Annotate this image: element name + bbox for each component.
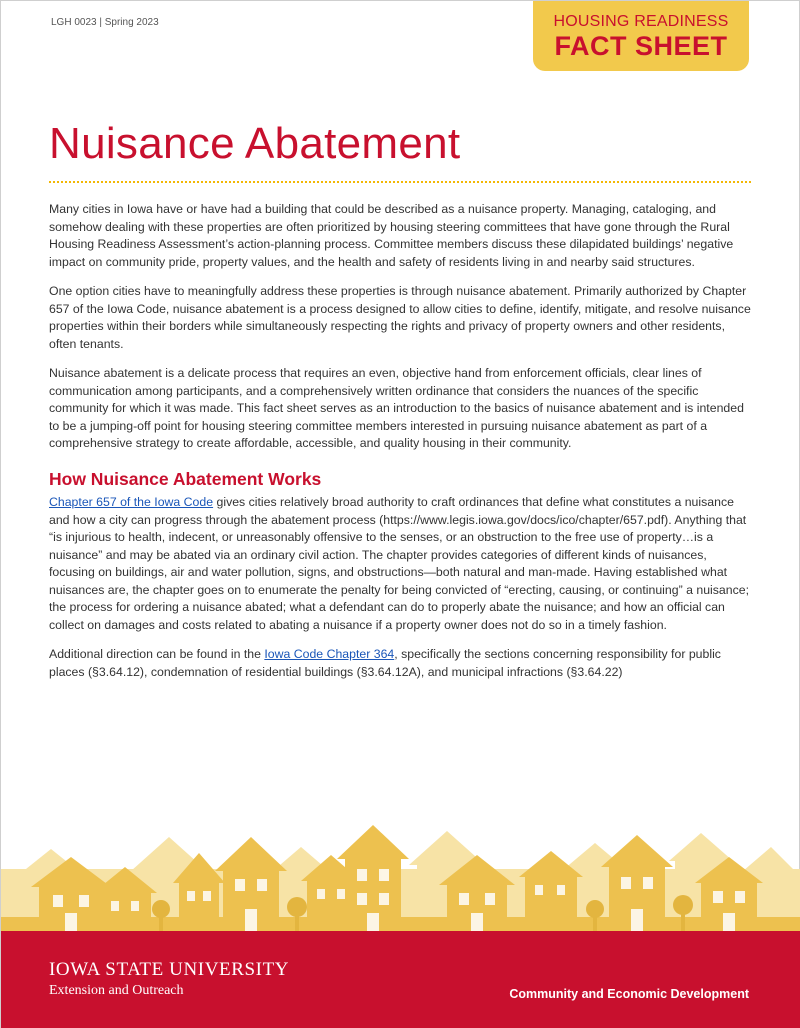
document-id: LGH 0023 | Spring 2023	[51, 17, 159, 28]
footer-band	[1, 931, 800, 1028]
section-paragraph-2	[49, 646, 755, 681]
program-name: Community and Economic Development	[509, 987, 749, 1001]
extension-wordmark: Extension and Outreach	[49, 983, 184, 998]
page-title: Nuisance Abatement	[49, 119, 461, 168]
house-skyline-illustration	[1, 821, 800, 931]
intro-paragraph-3: Nuisance abatement is a delicate process that requires an even, objective hand from enforcement officials, clear lines of communication among participants, and a comprehensively written ordinance that considers the nuances of the specific community for which it was made. This fact sheet serves as an introduction to the basics of nuisance abatement and is intended to be a jumping-off point for housing steering committee members interested in pursuing nuisance abatement as part of a comprehensive strategy to create affordable, accessible, and quality housing in their community.	[49, 366, 744, 450]
section-paragraph-2-text: , specifically the sections concerning responsibility for public places (§3.64.12), condemnation of residential buildings (§3.64.12A), and municipal infractions (§3.64.22)	[49, 647, 721, 679]
title-divider	[49, 181, 751, 183]
fact-sheet-tab	[533, 1, 749, 71]
section-heading: How Nuisance Abatement Works	[49, 468, 322, 489]
section-paragraph-1	[49, 494, 755, 634]
tab-type-label: FACT SHEET	[554, 31, 728, 61]
university-wordmark: IOWA STATE UNIVERSITY	[49, 959, 290, 980]
tab-series-label: HOUSING READINESS	[553, 13, 729, 30]
intro-paragraph-2: One option cities have to meaningfully address these properties is through nuisance abatement. Primarily authorized by Chapter 657 of the Iowa Code, nuisance abatement is a process designed to allow cities to define, identify, mitigate, and resolve nuisance properties within their borders while simultaneously respecting the rights and privacy of property owners and other residents, often tenants.	[49, 284, 751, 351]
chapter-657-link[interactable]: Chapter 657 of the Iowa Code	[49, 495, 214, 509]
intro-paragraph-1: Many cities in Iowa have or have had a building that could be described as a nuisance property. Managing, cataloging, and somehow dealing with these properties are often prioritized by housing steering committees that have gone through the Rural Housing Readiness Assessment’s action-planning process. Committee members discuss these dilapidated buildings’ negative impact on community pride, property values, and the health and safety of residents living in and nearby said structures.	[49, 202, 734, 269]
main-content	[49, 201, 755, 693]
chapter-364-link[interactable]: Iowa Code Chapter 364	[264, 647, 395, 661]
section-paragraph-1-text: gives cities relatively broad authority to craft ordinances that define what constitutes a nuisance and how a city can progress through the abatement process (https://www.legis.iowa.gov/docs/ico/chapter/657.pdf). Anything that “is injurious to health, indecent, or unreasonably offensive to the senses, or an obstruction to the free use of property…is a nuisance” and may be abated via an ordinary civil action. The chapter provides categories of different kinds of nuisances, focusing on buildings, air and water pollution, signs, and obstructions—both natural and man-made. Having established what nuisances are, the chapter goes on to enumerate the penalty for being convicted of “erecting, causing, or continuing” a nuisance; the process for ordering a nuisance abated; what a defendant can do to properly abate the nuisance; and how an official can collect on damages and costs related to abating a nuisance if a property owner does not do so in a timely fashion.	[49, 495, 749, 632]
section-paragraph-2-lead: Additional direction can be found in the	[49, 647, 265, 661]
